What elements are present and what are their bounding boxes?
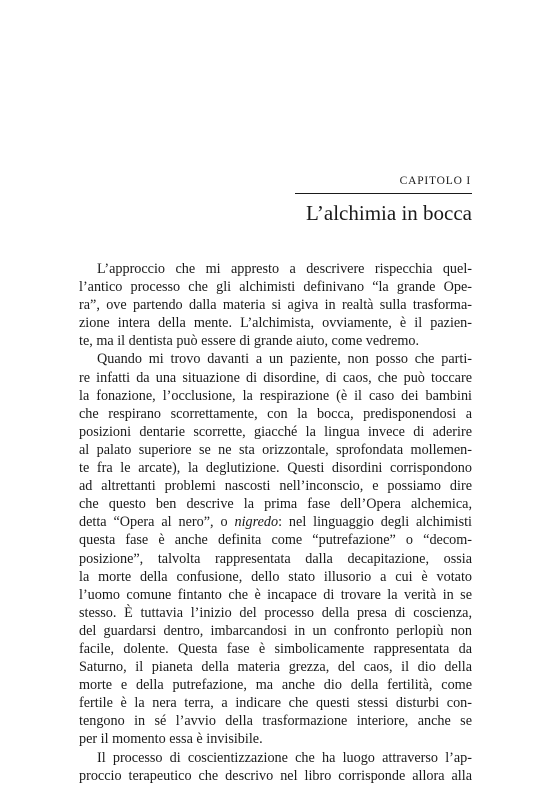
text-line: zione intera della mente. L’alchimista, ovviamente, è il pazien- (79, 315, 472, 332)
text-line: l’antico processo che gli alchimisti definivano “la grande Ope- (79, 279, 472, 296)
text-line: posizioni dentarie scorrette, giacché la lingua invece di aderire (79, 423, 472, 440)
text-line: posizione”, talvolta rappresentata dalla decapitazione, ossia (79, 550, 472, 567)
text-line: L’approccio che mi appresto a descrivere rispecchia quel- (97, 261, 472, 277)
text-line: Quando mi trovo davanti a un paziente, non posso che parti- (97, 351, 472, 368)
text-line: detta “Opera al nero”, o nigredo: nel linguaggio degli alchimisti (79, 514, 472, 531)
text-line: tengono in sé l’avvio della trasformazione interiore, anche se (79, 713, 472, 730)
text-line: l’uomo comune fintanto che è incapace di trovare la verità in se (79, 586, 472, 603)
text-line: fertile è la nera terra, a indicare che questi stessi disturbi con- (79, 695, 472, 712)
text-line: del guardarsi dentro, imbarcandosi in un confronto perlopiù non (79, 622, 472, 639)
text-line: Il processo di coscientizzazione che ha luogo attraverso l’ap- (97, 749, 472, 766)
text-line: stesso. È tuttavia l’inizio del processo della presa di coscienza, (79, 604, 472, 621)
text-line: per il momento essa è invisibile. (79, 731, 263, 748)
text-line: ra”, ove partendo dalla materia si agiva in realtà sulla trasforma- (79, 297, 472, 314)
text-line: al palato superiore se ne sta orizzontale, sprofondata mollemen- (79, 441, 472, 458)
body-text (79, 260, 472, 785)
text-line: che questo ben descrive la prima fase dell’Opera alchemica, (79, 496, 472, 513)
text-line: la morte della confusione, dello stato illusorio a cui è votato (79, 568, 472, 585)
chapter-label: CAPITOLO I (399, 175, 471, 187)
text-line: Saturno, il pianeta della materia grezza, del caos, il dio della (79, 659, 472, 676)
text-line: la fonazione, l’occlusione, la respirazione (è il caso dei bambini (79, 387, 472, 404)
text-line: che respirano scorrettamente, con la bocca, predisponendosi a (79, 405, 472, 422)
text-line: proccio terapeutico che descrivo nel libro corrisponde allora alla (79, 767, 472, 784)
chapter-rule (295, 193, 472, 194)
text-line: ad altrettanti problemi nascosti nell’inconscio, e possiamo dire (79, 478, 472, 495)
text-line: te, ma il dentista può essere di grande aiuto, come vedremo. (79, 333, 419, 350)
text-line: re infatti da una situazione di disordine, di caos, che può toccare (79, 369, 472, 386)
text-line: questa fase è anche definita come “putrefazione” o “decom- (79, 532, 472, 549)
text-line: morte e della putrefazione, ma anche dio della fertilità, come (79, 677, 472, 694)
chapter-title: L’alchimia in bocca (306, 201, 472, 225)
text-line: te fra le arcate), la deglutizione. Questi disordini corrispondono (79, 460, 472, 477)
text-line: facile, dolente. Questa fase è simbolicamente rappresentata da (79, 640, 472, 657)
